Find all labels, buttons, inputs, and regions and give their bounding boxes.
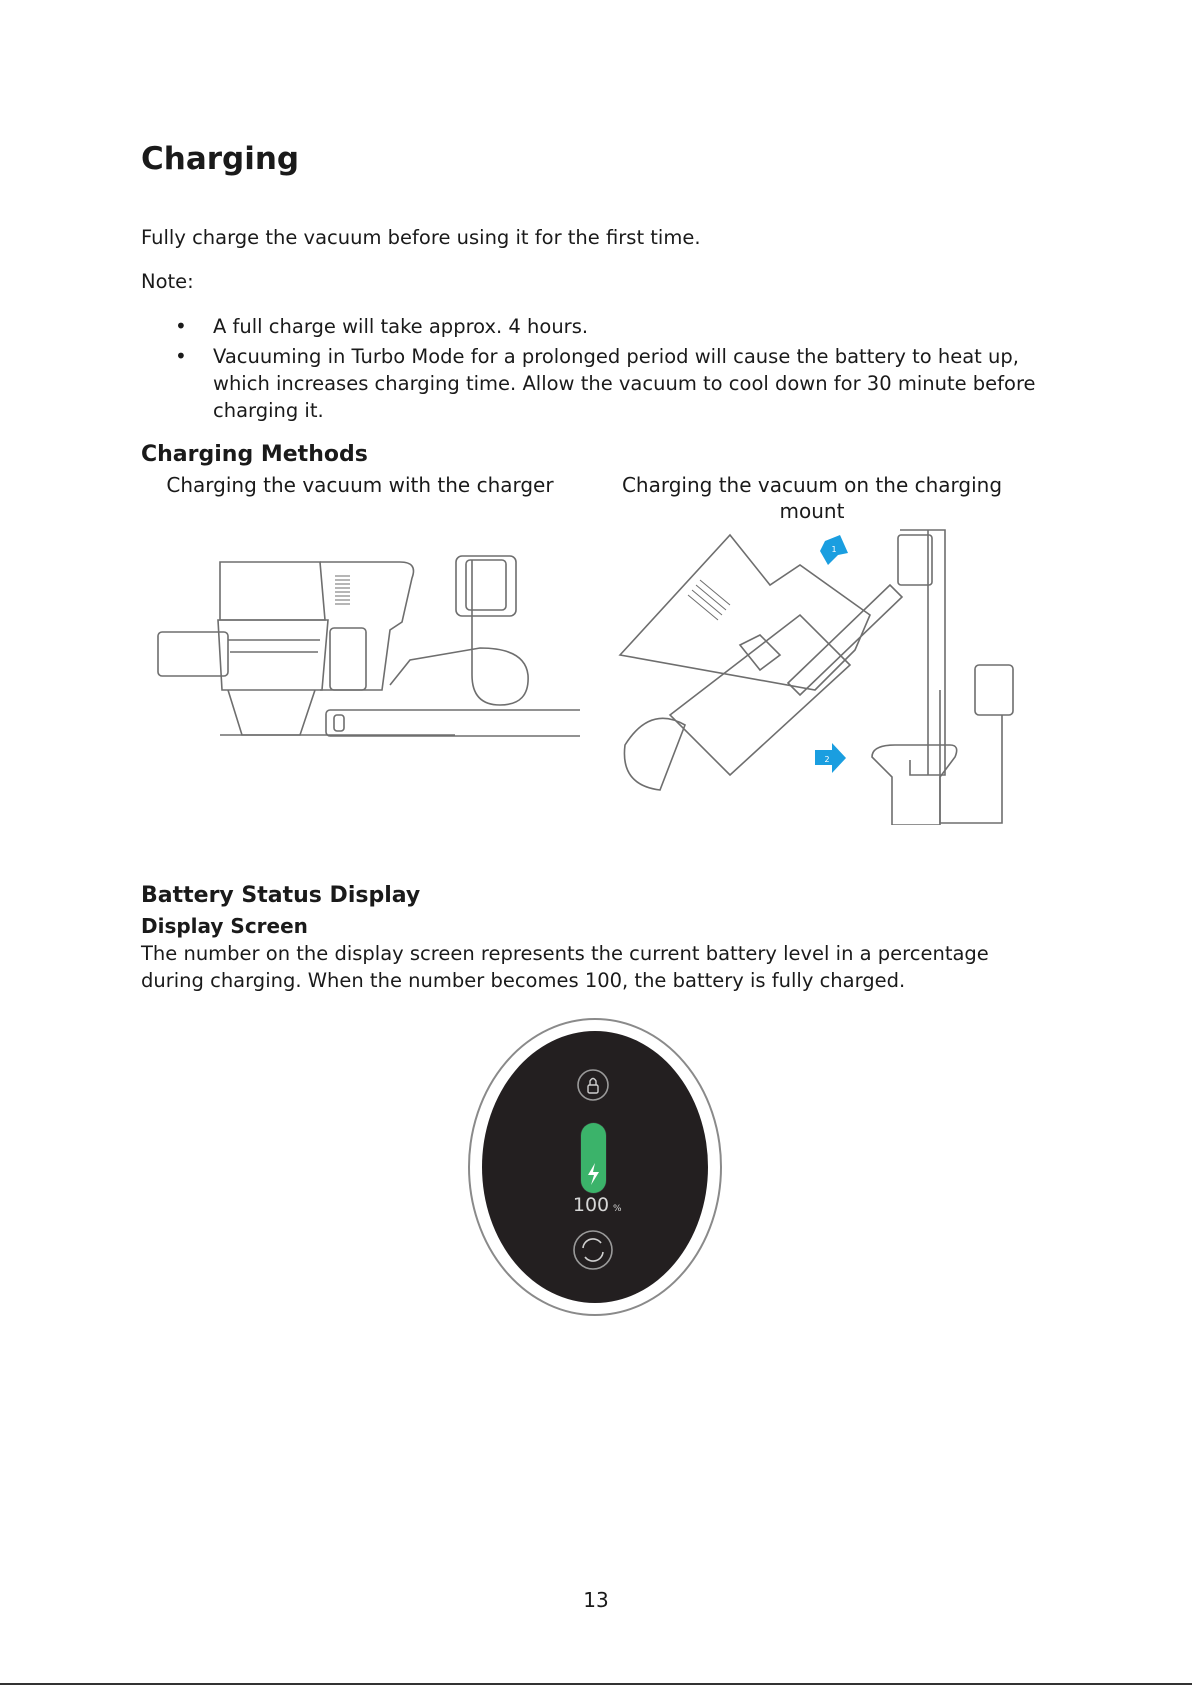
power-adapter bbox=[456, 556, 516, 616]
caption-charger: Charging the vacuum with the charger bbox=[166, 473, 554, 497]
caption-mount: Charging the vacuum on the charging mount bbox=[621, 473, 1003, 523]
notes-list bbox=[141, 313, 1071, 427]
page-title: Charging bbox=[141, 141, 300, 177]
mount-base bbox=[872, 745, 957, 825]
battery-percentage: 100 bbox=[572, 1194, 610, 1216]
mount-adapter bbox=[975, 665, 1013, 715]
mount-pole bbox=[900, 530, 945, 775]
note-label: Note: bbox=[141, 270, 194, 293]
display-screen-subheading: Display Screen bbox=[141, 914, 308, 938]
mount-cable bbox=[940, 690, 1002, 823]
step-1-label: 1 bbox=[831, 545, 837, 554]
mount-top bbox=[898, 535, 932, 585]
intro-text: Fully charge the vacuum before using it for the first time. bbox=[141, 226, 701, 249]
charging-methods-heading: Charging Methods bbox=[141, 442, 368, 467]
step-2-arrow bbox=[815, 743, 846, 773]
display-screen-illustration bbox=[465, 1015, 725, 1320]
mount-illustration bbox=[610, 525, 1020, 825]
step-2-label: 2 bbox=[824, 755, 830, 764]
battery-fill bbox=[581, 1123, 606, 1193]
battery-status-heading: Battery Status Display bbox=[141, 883, 421, 908]
nozzle bbox=[158, 632, 228, 676]
battery-description: The number on the display screen represents the current battery level in a percentage during charging. When the number becomes 100, the battery is fully charged. bbox=[141, 942, 989, 992]
page-number: 13 bbox=[583, 1588, 609, 1612]
battery-pack bbox=[326, 710, 580, 736]
note-item: • Vacuuming in Turbo Mode for a prolonged period will cause the battery to heat up, which increases charging time. Allow the vacuum to cool down for 30 minute before charging it. bbox=[141, 343, 1071, 424]
battery-percent-unit: % bbox=[613, 1204, 622, 1214]
note-item: • A full charge will take approx. 4 hours. bbox=[141, 313, 1071, 340]
battery-icon bbox=[581, 1123, 606, 1193]
dust-bin-top bbox=[220, 562, 325, 620]
dust-bin bbox=[218, 620, 328, 690]
tilted-nozzle bbox=[624, 718, 685, 790]
charger-illustration bbox=[150, 540, 580, 760]
